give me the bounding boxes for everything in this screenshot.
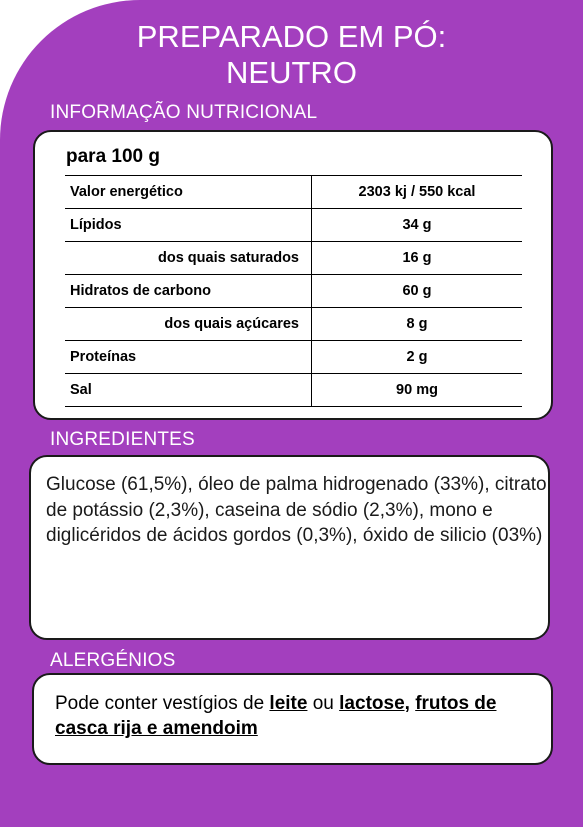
table-row: [65, 275, 522, 308]
allergens-prefix: Pode conter vestígios de: [55, 693, 265, 714]
nutrient-name: dos quais saturados: [65, 242, 312, 275]
nutrient-value: 2303 kj / 550 kcal: [312, 176, 523, 209]
nutrient-name: Proteínas: [65, 341, 312, 374]
allergens-heading: ALERGÉNIOS: [50, 650, 176, 671]
nutrition-box: [33, 130, 553, 420]
allergens-connector: ou: [312, 693, 334, 714]
table-row: [65, 308, 522, 341]
nutrient-name: Lípidos: [65, 209, 312, 242]
table-row: [65, 209, 522, 242]
ingredients-text: Glucose (61,5%), óleo de palma hidrogenado (33%), citrato de potássio (2,3%), caseina de sódio (2,3%), mono e diglicéridos de ácidos gordos (0,3%), óxido de silicio (03%): [46, 474, 547, 546]
nutrition-table: [65, 175, 522, 407]
nutrient-value: 16 g: [312, 242, 523, 275]
nutrient-value: 34 g: [312, 209, 523, 242]
allergens-text: [55, 691, 545, 741]
ingredients-heading: INGREDIENTES: [50, 429, 195, 450]
allergen-milk: leite: [269, 693, 308, 714]
nutrient-value: 90 mg: [312, 374, 523, 407]
nutrition-heading: INFORMAÇÃO NUTRICIONAL: [50, 102, 318, 123]
allergen-nuts: frutos de casca rija e amendoim: [55, 693, 497, 739]
product-title-line2: NEUTRO: [226, 55, 357, 90]
nutrient-name: Valor energético: [65, 176, 312, 209]
per-100g-label: para 100 g: [66, 146, 160, 167]
nutrient-name: Sal: [65, 374, 312, 407]
nutrient-name: Hidratos de carbono: [65, 275, 312, 308]
table-row: [65, 176, 522, 209]
table-row: [65, 374, 522, 407]
nutrient-value: 2 g: [312, 341, 523, 374]
allergen-lactose: lactose,: [339, 693, 410, 714]
product-title-line1: PREPARADO EM PÓ:: [136, 19, 447, 54]
table-row: [65, 242, 522, 275]
nutrient-value: 8 g: [312, 308, 523, 341]
nutrient-name: dos quais açúcares: [65, 308, 312, 341]
ingredients-box: [29, 455, 550, 640]
nutrient-value: 60 g: [312, 275, 523, 308]
allergens-box: [32, 673, 553, 765]
table-row: [65, 341, 522, 374]
